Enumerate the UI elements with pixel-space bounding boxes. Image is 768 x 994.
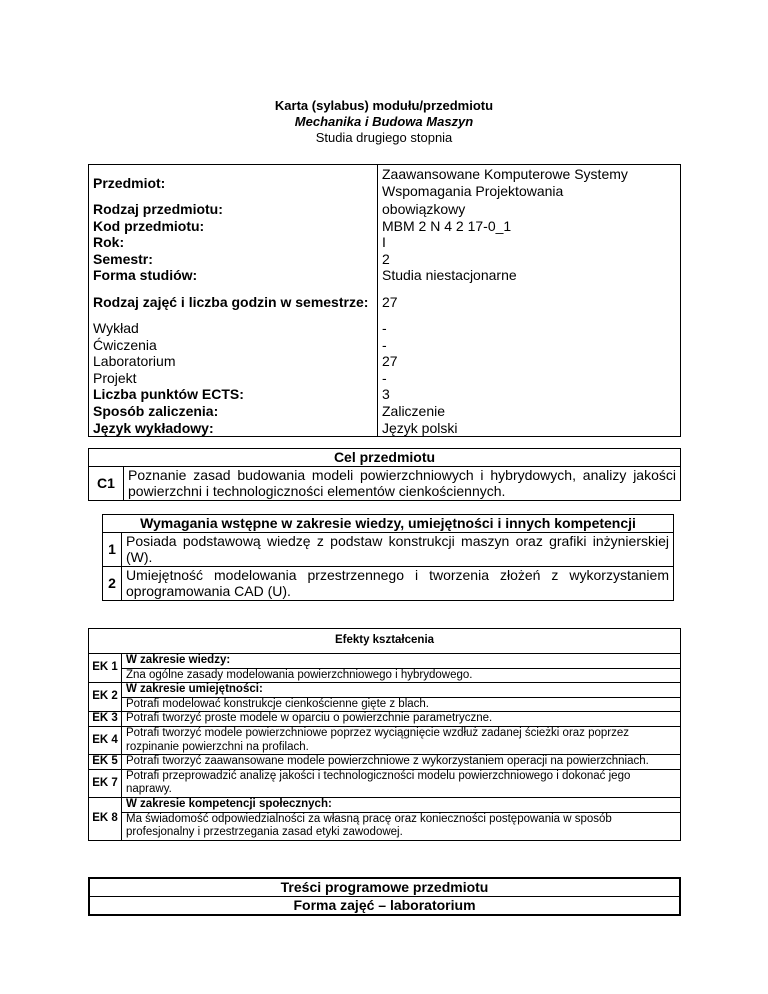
prereq-row	[103, 566, 674, 600]
goal-text: Poznanie zasad budowania modeli powierzchniowych i hybrydowych, analizy jakości powierzchni i technologiczności elementów cienkościennych.	[124, 466, 681, 500]
info-value: obowiązkowy	[378, 201, 681, 218]
outcome-text: Potrafi tworzyć modele powierzchniowe poprzez wyciągnięcie wzdłuż zadanej ścieżki oraz poprzez rozpinanie powierzchni na profilach.	[122, 726, 681, 754]
outcome-text: Potrafi tworzyć proste modele w oparciu o powierzchnie parametryczne.	[122, 712, 681, 727]
info-value: MBM 2 N 4 2 17-0_1	[378, 218, 681, 235]
outcome-text: Zna ogólne zasady modelowania powierzchniowego i hybrydowego.	[122, 668, 681, 683]
document-title: Karta (sylabus) modułu/przedmiotu	[274, 98, 494, 113]
outcome-text: Ma świadomość odpowiedzialności za własną pracę oraz konieczności postępowania w sposób profesjonalny i przestrzegania zasad etyki zawodowej.	[122, 812, 681, 840]
field-of-study: Mechanika i Budowa Maszyn	[294, 114, 474, 129]
info-row	[89, 386, 681, 403]
outcome-code: EK 5	[89, 755, 122, 770]
section-skills: W zakresie umiejętności:	[122, 683, 681, 698]
section-social: W zakresie kompetencji społecznych:	[122, 797, 681, 812]
outcome-code: EK 8	[89, 797, 122, 840]
outcome-text: Potrafi tworzyć zaawansowane modele powierzchniowe z wykorzystaniem operacji na powierzchniach.	[122, 755, 681, 770]
info-row	[89, 284, 681, 320]
info-value: Zaawansowane Komputerowe Systemy Wspomagania Projektowania	[378, 165, 681, 202]
info-label: Laboratorium	[89, 353, 378, 370]
info-label: Ćwiczenia	[89, 337, 378, 354]
content-title: Treści programowe przedmiotu	[89, 878, 680, 897]
info-row	[89, 201, 681, 218]
prereq-text: Umiejętność modelowania przestrzennego i tworzenia złożeń z wykorzystaniem oprogramowania CAD (U).	[122, 566, 674, 600]
info-value: -	[378, 337, 681, 354]
info-label: Semestr:	[89, 251, 378, 268]
outcomes-title: Efekty kształcenia	[89, 629, 681, 654]
info-value: 27	[378, 284, 681, 320]
goal-code: C1	[89, 466, 124, 500]
course-info-table	[88, 164, 681, 437]
info-label: Liczba punktów ECTS:	[89, 386, 378, 403]
info-row	[89, 251, 681, 268]
info-value: 27	[378, 353, 681, 370]
outcome-code: EK 3	[89, 712, 122, 727]
info-value: Zaliczenie	[378, 403, 681, 420]
info-label: Projekt	[89, 370, 378, 387]
info-label: Forma studiów:	[89, 267, 378, 284]
document-header	[0, 98, 768, 146]
info-label: Rodzaj przedmiotu:	[89, 201, 378, 218]
info-label: Przedmiot:	[89, 165, 378, 202]
info-row	[89, 267, 681, 284]
outcome-code: EK 4	[89, 726, 122, 754]
info-row	[89, 218, 681, 235]
info-row	[89, 370, 681, 387]
info-label: Sposób zaliczenia:	[89, 403, 378, 420]
info-value: 3	[378, 386, 681, 403]
outcome-code: EK 1	[89, 654, 122, 683]
outcome-text: Potrafi przeprowadzić analizę jakości i technologiczności modelu powierzchniowego i dokonać jego naprawy.	[122, 769, 681, 797]
info-row	[89, 403, 681, 420]
prereq-number: 2	[103, 566, 122, 600]
course-content-table	[88, 877, 681, 916]
info-row	[89, 320, 681, 337]
info-row	[89, 234, 681, 251]
outcome-code: EK 2	[89, 683, 122, 712]
prereq-row	[103, 532, 674, 566]
study-level: Studia drugiego stopnia	[315, 130, 453, 145]
info-value: -	[378, 320, 681, 337]
info-label: Kod przedmiotu:	[89, 218, 378, 235]
course-goal-table	[88, 448, 681, 501]
info-label: Rok:	[89, 234, 378, 251]
info-value: Studia niestacjonarne	[378, 267, 681, 284]
prerequisites-table	[102, 514, 674, 601]
goal-title: Cel przedmiotu	[89, 449, 681, 467]
section-knowledge: W zakresie wiedzy:	[122, 654, 681, 669]
prereq-text: Posiada podstawową wiedzę z podstaw konstrukcji maszyn oraz grafiki inżynierskiej (W).	[122, 532, 674, 566]
info-label: Język wykładowy:	[89, 420, 378, 437]
info-row	[89, 165, 681, 202]
info-row	[89, 353, 681, 370]
outcome-text: Potrafi modelować konstrukcje cienkościenne gięte z blach.	[122, 697, 681, 712]
learning-outcomes-table	[88, 628, 681, 841]
info-value: -	[378, 370, 681, 387]
prereq-number: 1	[103, 532, 122, 566]
prereq-title: Wymagania wstępne w zakresie wiedzy, umiejętności i innych kompetencji	[103, 515, 674, 533]
info-value: I	[378, 234, 681, 251]
info-value: 2	[378, 251, 681, 268]
info-label: Wykład	[89, 320, 378, 337]
info-row	[89, 337, 681, 354]
info-row	[89, 420, 681, 437]
content-form: Forma zajęć – laboratorium	[89, 897, 680, 916]
info-value: Język polski	[378, 420, 681, 437]
info-label: Rodzaj zajęć i liczba godzin w semestrze:	[89, 284, 378, 320]
outcome-code: EK 7	[89, 769, 122, 797]
